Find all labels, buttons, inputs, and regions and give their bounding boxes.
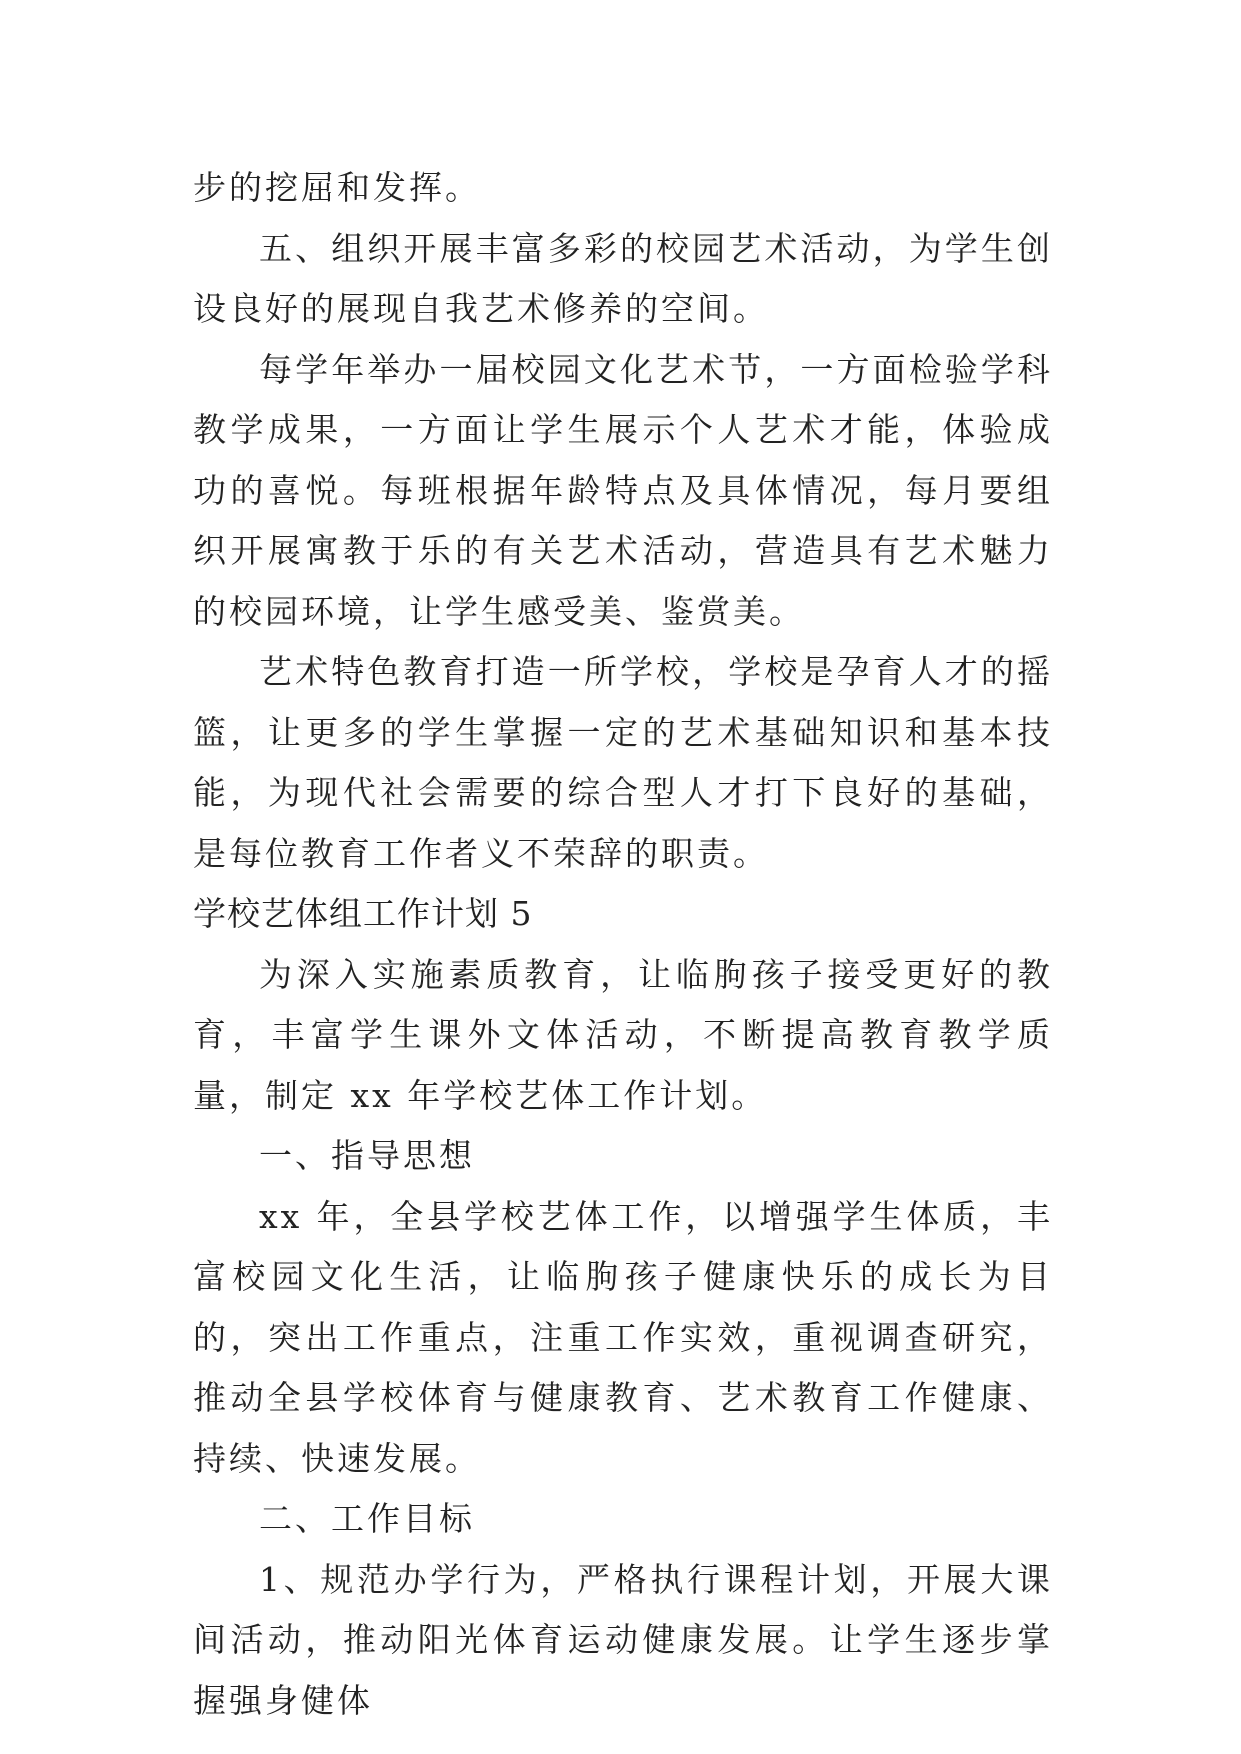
paragraph-section-five: 五、组织开展丰富多彩的校园艺术活动，为学生创设良好的展现自我艺术修养的空间。: [193, 228, 1053, 328]
paragraph-art-festival: 每学年举办一届校园文化艺术节，一方面检验学科教学成果，一方面让学生展示个人艺术才能，体验成功的喜悦。每班根据年龄特点及具体情况，每月要组织开展寓教于乐的有关艺术活动，营造具有艺术魅力的校园环境，让学生感受美、鉴赏美。: [193, 349, 1053, 631]
paragraph-guiding-thought: xx 年，全县学校艺体工作，以增强学生体质，丰富校园文化生活，让临朐孩子健康快乐的成长为目的，突出工作重点，注重工作实效，重视调查研究，推动全县学校体育与健康教育、艺术教育工作健康、持续、快速发展。: [193, 1196, 1053, 1478]
paragraph-art-education: 艺术特色教育打造一所学校，学校是孕育人才的摇篮，让更多的学生掌握一定的艺术基础知识和基本技能，为现代社会需要的综合型人才打下良好的基础，是每位教育工作者义不荣辞的职责。: [193, 652, 1053, 873]
paragraph-continuation: 步的挖屈和发挥。: [193, 168, 481, 207]
paragraph-goal-one: 1、规范办学行为，严格执行课程计划，开展大课间活动，推动阳光体育运动健康发展。让学生逐步掌握强身健体: [193, 1559, 1053, 1720]
subheading-guiding-thought: 一、指导思想: [259, 1136, 475, 1175]
document-body: [193, 158, 1053, 1731]
paragraph-intro: 为深入实施素质教育，让临朐孩子接受更好的教育，丰富学生课外文体活动，不断提高教育教学质量，制定 xx 年学校艺体工作计划。: [193, 954, 1053, 1115]
subheading-work-goals: 二、工作目标: [259, 1499, 475, 1538]
section-heading: 学校艺体组工作计划 5: [193, 894, 533, 933]
